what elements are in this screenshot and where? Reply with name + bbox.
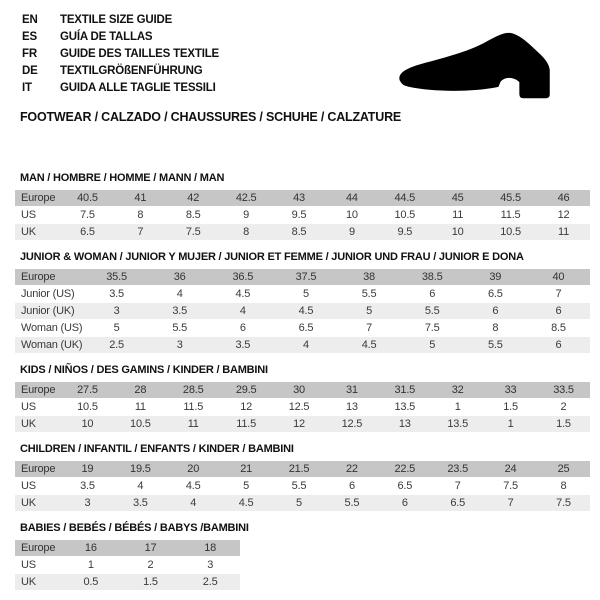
region-column-header: Europe (15, 540, 61, 557)
size-cell: 6 (401, 286, 464, 303)
table-header-row (15, 382, 590, 399)
column-header: 18 (180, 540, 240, 557)
size-cell: 5.5 (148, 320, 211, 337)
size-cell: 12 (273, 416, 326, 433)
column-header: 31 (325, 382, 378, 399)
size-cell: 1.5 (121, 574, 181, 591)
column-header: 43 (273, 190, 326, 207)
table-row (15, 224, 590, 241)
size-cell: 8 (114, 207, 167, 224)
language-code: EN (22, 14, 38, 26)
size-cell: 1.5 (484, 399, 537, 416)
row-label: UK (15, 574, 61, 591)
column-header: 44.5 (378, 190, 431, 207)
column-header: 19.5 (114, 461, 167, 478)
table-title: CHILDREN / INFANTIL / ENFANTS / KINDER / BAMBINI (20, 443, 294, 455)
size-cell: 6 (378, 495, 431, 512)
region-column-header: Europe (15, 190, 61, 207)
row-label: US (15, 478, 61, 495)
size-cell: 5.5 (273, 478, 326, 495)
size-cell: 5 (220, 478, 273, 495)
size-cell: 7 (431, 478, 484, 495)
size-cell: 3.5 (85, 286, 148, 303)
column-header: 25 (537, 461, 590, 478)
row-label: Woman (US) (15, 320, 85, 337)
size-cell: 9 (220, 207, 273, 224)
size-table (15, 540, 240, 591)
size-cell: 13.5 (378, 399, 431, 416)
column-header: 45.5 (484, 190, 537, 207)
column-header: 22 (325, 461, 378, 478)
language-code: DE (22, 65, 38, 77)
size-cell: 5 (273, 495, 326, 512)
size-cell: 7 (484, 495, 537, 512)
size-cell: 8 (537, 478, 590, 495)
language-row-de (22, 63, 219, 80)
column-header: 30 (273, 382, 326, 399)
size-cell: 10.5 (484, 224, 537, 241)
size-cell: 7.5 (167, 224, 220, 241)
size-cell: 13.5 (431, 416, 484, 433)
table-row (15, 399, 590, 416)
size-cell: 12 (220, 399, 273, 416)
size-tables (15, 172, 595, 600)
column-header: 36 (148, 269, 211, 286)
size-cell: 10.5 (114, 416, 167, 433)
column-header: 38 (338, 269, 401, 286)
row-label: UK (15, 224, 61, 241)
row-label: UK (15, 495, 61, 512)
column-header: 28.5 (167, 382, 220, 399)
table-row (15, 478, 590, 495)
column-header: 32 (431, 382, 484, 399)
column-header: 44 (325, 190, 378, 207)
size-cell: 5 (401, 337, 464, 354)
column-header: 37.5 (274, 269, 337, 286)
size-cell: 1 (61, 557, 121, 574)
table-row (15, 574, 240, 591)
size-table-section (15, 172, 595, 241)
size-cell: 13 (325, 399, 378, 416)
column-header: 21.5 (273, 461, 326, 478)
size-cell: 11 (537, 224, 590, 241)
language-row-es (22, 29, 219, 46)
size-cell: 12.5 (325, 416, 378, 433)
size-cell: 10 (431, 224, 484, 241)
size-table (15, 269, 590, 354)
size-table-section (15, 522, 595, 591)
size-cell: 9 (325, 224, 378, 241)
size-cell: 10 (325, 207, 378, 224)
table-header-row (15, 269, 590, 286)
table-row (15, 557, 240, 574)
size-cell: 4.5 (220, 495, 273, 512)
region-column-header: Europe (15, 269, 85, 286)
size-cell: 4 (148, 286, 211, 303)
category-title: FOOTWEAR / CALZADO / CHAUSSURES / SCHUHE / CALZATURE (20, 110, 402, 124)
table-header-row (15, 461, 590, 478)
size-cell: 4.5 (167, 478, 220, 495)
table-row (15, 337, 590, 354)
table-title: BABIES / BEBÉS / BÉBÉS / BABYS /BAMBINI (20, 522, 249, 534)
size-cell: 13 (378, 416, 431, 433)
column-header: 28 (114, 382, 167, 399)
region-column-header: Europe (15, 461, 61, 478)
column-header: 33.5 (537, 382, 590, 399)
column-header: 40 (527, 269, 590, 286)
size-cell: 5.5 (338, 286, 401, 303)
column-header: 22.5 (378, 461, 431, 478)
size-table-section (15, 251, 595, 354)
row-label: US (15, 207, 61, 224)
size-cell: 7.5 (484, 478, 537, 495)
column-header: 39 (464, 269, 527, 286)
column-header: 21 (220, 461, 273, 478)
size-cell: 6 (325, 478, 378, 495)
column-header: 35.5 (85, 269, 148, 286)
size-cell: 3 (85, 303, 148, 320)
language-row-en (22, 12, 219, 29)
size-cell: 2 (537, 399, 590, 416)
size-cell: 4.5 (211, 286, 274, 303)
row-label: Woman (UK) (15, 337, 85, 354)
size-cell: 6.5 (378, 478, 431, 495)
size-cell: 4 (167, 495, 220, 512)
size-cell: 6 (527, 303, 590, 320)
language-label: GUIDA ALLE TAGLIE TESSILI (60, 82, 216, 94)
size-cell: 8.5 (167, 207, 220, 224)
size-cell: 8 (220, 224, 273, 241)
size-cell: 8 (464, 320, 527, 337)
language-label: TEXTILE SIZE GUIDE (60, 14, 173, 26)
column-header: 42 (167, 190, 220, 207)
size-cell: 6.5 (431, 495, 484, 512)
size-cell: 6 (527, 337, 590, 354)
table-title: KIDS / NIÑOS / DES GAMINS / KINDER / BAMBINI (20, 364, 268, 376)
language-code: ES (22, 31, 37, 43)
size-cell: 5 (274, 286, 337, 303)
row-label: UK (15, 416, 61, 433)
language-row-fr (22, 46, 219, 63)
table-row (15, 416, 590, 433)
size-cell: 11.5 (484, 207, 537, 224)
table-row (15, 303, 590, 320)
table-row (15, 207, 590, 224)
size-table-section (15, 364, 595, 433)
column-header: 19 (61, 461, 114, 478)
size-cell: 3.5 (61, 478, 114, 495)
size-cell: 3.5 (148, 303, 211, 320)
size-cell: 6.5 (274, 320, 337, 337)
size-cell: 2.5 (180, 574, 240, 591)
size-cell: 1 (484, 416, 537, 433)
size-cell: 4.5 (274, 303, 337, 320)
column-header: 45 (431, 190, 484, 207)
size-cell: 11 (114, 399, 167, 416)
size-cell: 2.5 (85, 337, 148, 354)
size-cell: 5.5 (401, 303, 464, 320)
size-table (15, 190, 590, 241)
size-cell: 6.5 (464, 286, 527, 303)
size-cell: 8.5 (273, 224, 326, 241)
size-cell: 10 (61, 416, 114, 433)
row-label: Junior (US) (15, 286, 85, 303)
language-label: GUIDE DES TAILLES TEXTILE (60, 48, 219, 60)
column-header: 17 (121, 540, 181, 557)
size-cell: 3 (148, 337, 211, 354)
column-header: 20 (167, 461, 220, 478)
size-cell: 1.5 (537, 416, 590, 433)
size-cell: 11.5 (167, 399, 220, 416)
size-cell: 7 (527, 286, 590, 303)
size-table (15, 461, 590, 512)
size-cell: 7.5 (61, 207, 114, 224)
size-cell: 4 (274, 337, 337, 354)
size-cell: 6.5 (61, 224, 114, 241)
size-cell: 12.5 (273, 399, 326, 416)
language-row-it (22, 80, 219, 97)
size-cell: 11 (431, 207, 484, 224)
column-header: 31.5 (378, 382, 431, 399)
size-cell: 5.5 (464, 337, 527, 354)
size-cell: 10.5 (378, 207, 431, 224)
size-cell: 7.5 (537, 495, 590, 512)
table-title: JUNIOR & WOMAN / JUNIOR Y MUJER / JUNIOR ET FEMME / JUNIOR UND FRAU / JUNIOR E DONA (20, 251, 524, 263)
size-table (15, 382, 590, 433)
size-cell: 7 (114, 224, 167, 241)
size-cell: 3.5 (114, 495, 167, 512)
column-header: 24 (484, 461, 537, 478)
size-cell: 3 (61, 495, 114, 512)
column-header: 41 (114, 190, 167, 207)
dress-shoe-icon (393, 27, 583, 110)
size-cell: 2 (121, 557, 181, 574)
language-code: IT (22, 82, 32, 94)
column-header: 36.5 (211, 269, 274, 286)
column-header: 42.5 (220, 190, 273, 207)
table-header-row (15, 540, 240, 557)
size-cell: 4 (114, 478, 167, 495)
size-cell: 4 (211, 303, 274, 320)
size-cell: 10.5 (61, 399, 114, 416)
row-label: US (15, 399, 61, 416)
size-cell: 7.5 (401, 320, 464, 337)
language-header-block (22, 12, 219, 97)
table-row (15, 286, 590, 303)
language-label: GUÍA DE TALLAS (60, 31, 153, 43)
table-title: MAN / HOMBRE / HOMME / MANN / MAN (20, 172, 225, 184)
size-cell: 4.5 (338, 337, 401, 354)
size-cell: 3 (180, 557, 240, 574)
size-cell: 6 (211, 320, 274, 337)
size-cell: 0.5 (61, 574, 121, 591)
size-table-section (15, 443, 595, 512)
size-cell: 5 (338, 303, 401, 320)
column-header: 23.5 (431, 461, 484, 478)
region-column-header: Europe (15, 382, 61, 399)
size-cell: 8.5 (527, 320, 590, 337)
column-header: 33 (484, 382, 537, 399)
column-header: 27.5 (61, 382, 114, 399)
column-header: 16 (61, 540, 121, 557)
size-cell: 9.5 (378, 224, 431, 241)
size-cell: 11.5 (220, 416, 273, 433)
row-label: US (15, 557, 61, 574)
language-label: TEXTILGRÖßENFÜHRUNG (60, 65, 203, 77)
column-header: 38.5 (401, 269, 464, 286)
table-row (15, 495, 590, 512)
size-cell: 6 (464, 303, 527, 320)
size-cell: 12 (537, 207, 590, 224)
column-header: 29.5 (220, 382, 273, 399)
size-cell: 9.5 (273, 207, 326, 224)
size-cell: 7 (338, 320, 401, 337)
column-header: 40.5 (61, 190, 114, 207)
size-cell: 5.5 (325, 495, 378, 512)
column-header: 46 (537, 190, 590, 207)
table-row (15, 320, 590, 337)
size-cell: 1 (431, 399, 484, 416)
row-label: Junior (UK) (15, 303, 85, 320)
size-cell: 11 (167, 416, 220, 433)
language-code: FR (22, 48, 37, 60)
size-cell: 5 (85, 320, 148, 337)
table-header-row (15, 190, 590, 207)
size-cell: 3.5 (211, 337, 274, 354)
